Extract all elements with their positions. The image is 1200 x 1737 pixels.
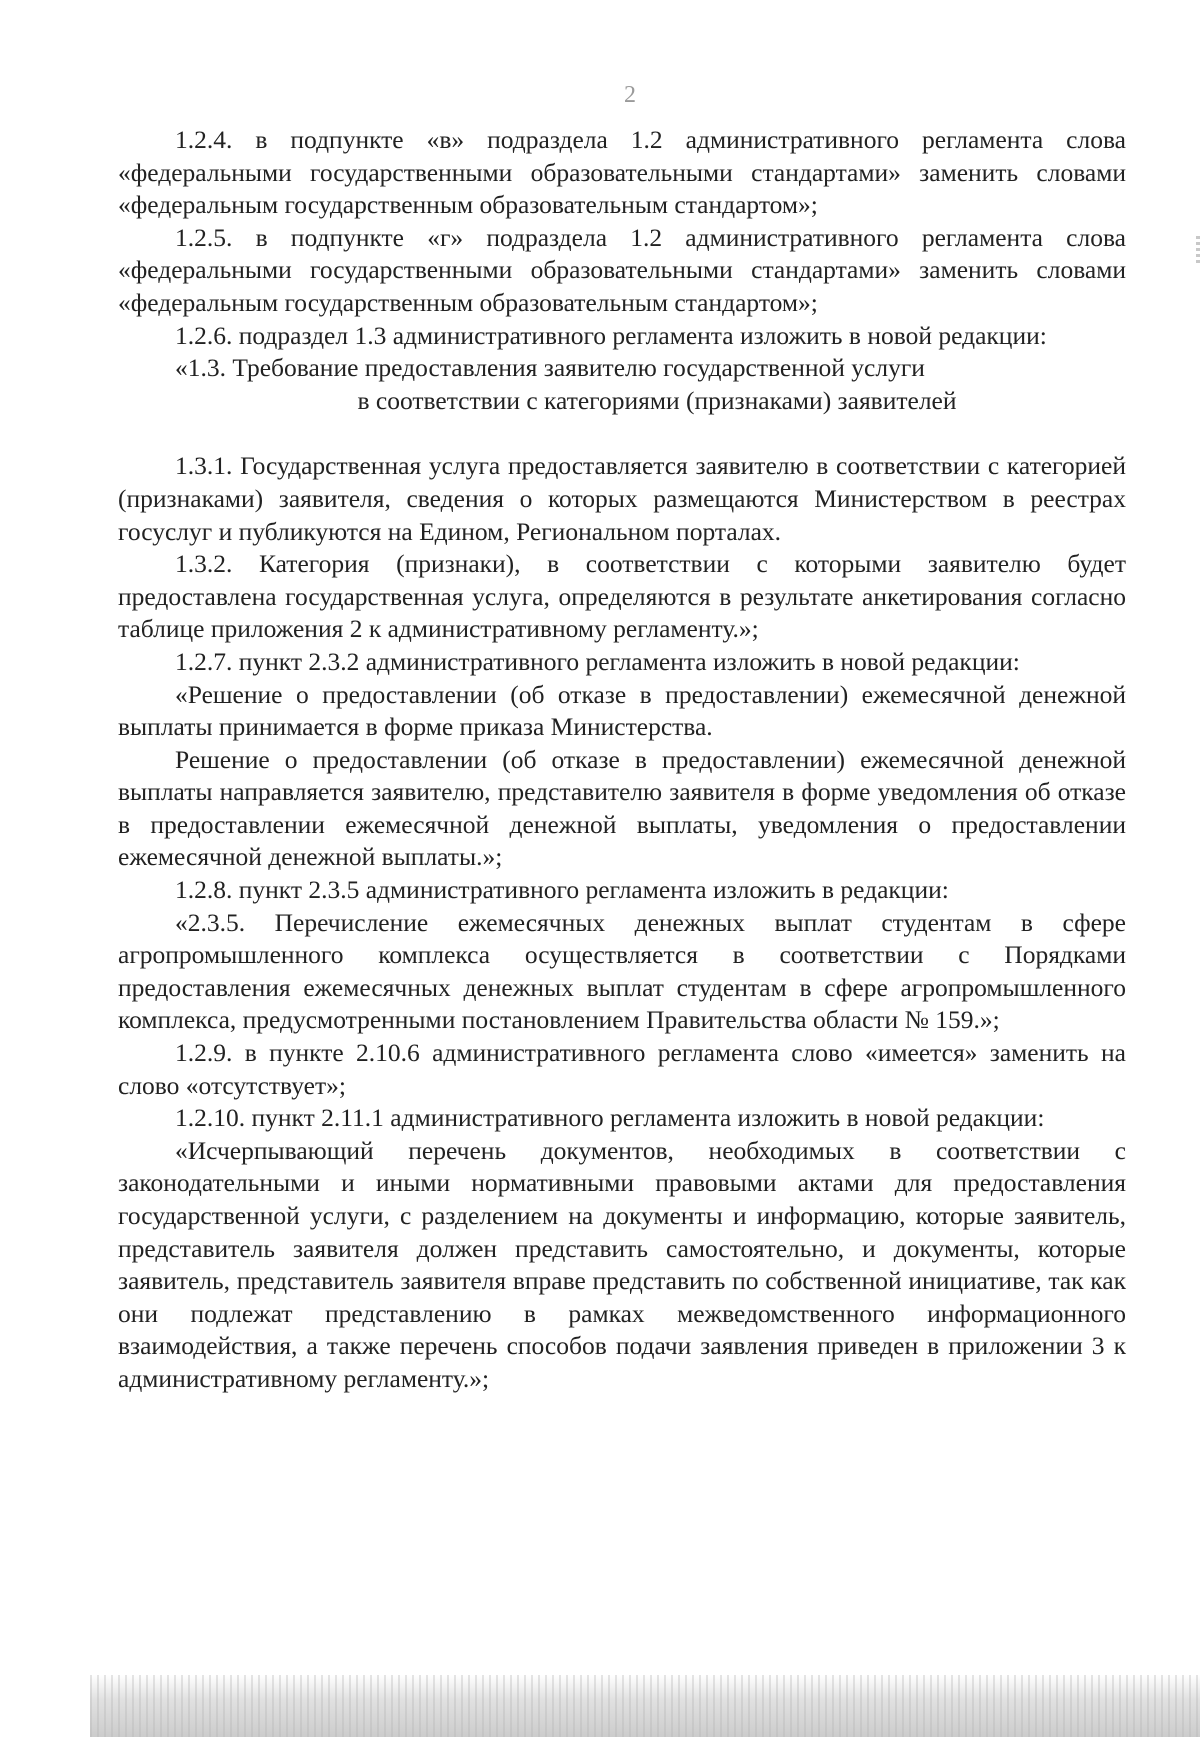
paragraph-1-2-7: 1.2.7. пункт 2.3.2 административного регламента изложить в новой редакции: [175,646,1020,676]
paragraph-1-3-1: 1.3.1. Государственная услуга предоставляется заявителю в соответствии с категорией (признаками) заявителя, сведения о которых размещаются Министерством в реестрах госуслуг и публикуются на Едином, Региональном порталах. [118,451,1126,546]
paragraph-2-3-5: «2.3.5. Перечисление ежемесячных денежных выплат студентам в сфере агропромышленного комплекса осуществляется в соответствии с Порядками предоставления ежемесячных денежных выплат студентам в сфере агропромышленного комплекса, предусмотренными постановлением Правительства области № 159.»; [118,907,1126,1035]
page-number: 2 [624,82,636,108]
paragraph-decision-form: «Решение о предоставлении (об отказе в предоставлении) ежемесячной денежной выплаты принимается в форме приказа Министерства. [118,679,1126,742]
paragraph-2-11-1: «Исчерпывающий перечень документов, необходимых в соответствии с законодательными и иными нормативными правовыми актами для предоставления государственной услуги, с разделением на документы и информацию, которые заявитель, представитель заявителя должен представить самостоятельно, и документы, которые заявитель, представитель заявителя вправе представить по собственной инициативе, так как они подлежат представлению в рамках межведомственного информационного взаимодействия, а также перечень способов подачи заявления приведен в приложении 3 к административному регламенту.»; [118,1135,1126,1393]
section-heading-1-3 [118,352,1126,417]
paragraph-1-2-8: 1.2.8. пункт 2.3.5 административного регламента изложить в редакции: [175,875,949,905]
section-heading-line-2: в соответствии с категориями (признаками) заявителей [357,385,957,415]
paragraph-1-2-4: 1.2.4. в подпункте «в» подраздела 1.2 административного регламента слова «федеральными государственными образовательными стандартами» заменить словами «федеральным государственным образовательным стандартом»; [118,125,1126,220]
scan-bottom-edge [90,1675,1200,1737]
document-body [118,124,1126,1396]
paragraph-1-2-10: 1.2.10. пункт 2.11.1 административного регламента изложить в новой редакции: [175,1103,1045,1133]
blank-line [118,417,1126,450]
scan-edge-mark [1196,236,1200,266]
paragraph-1-3-2: 1.3.2. Категория (признаки), в соответствии с которыми заявителю будет предоставлена государственная услуга, определяются в результате анкетирования согласно таблице приложения 2 к административному регламенту.»; [118,549,1126,644]
section-heading-line-1: «1.3. Требование предоставления заявителю государственной услуги [175,353,925,383]
paragraph-1-2-6: 1.2.6. подраздел 1.3 административного регламента изложить в новой редакции: [175,320,1047,350]
paragraph-1-2-5: 1.2.5. в подпункте «г» подраздела 1.2 административного регламента слова «федеральными государственными образовательными стандартами» заменить словами «федеральным государственным образовательным стандартом»; [118,222,1126,317]
paragraph-1-2-9: 1.2.9. в пункте 2.10.6 административного регламента слово «имеется» заменить на слово «отсутствует»; [118,1038,1126,1100]
paragraph-decision-notice: Решение о предоставлении (об отказе в предоставлении) ежемесячной денежной выплаты направляется заявителю, представителю заявителя в форме уведомления об отказе в предоставлении ежемесячной денежной выплаты, уведомления о предоставлении ежемесячной денежной выплаты.»; [118,744,1126,872]
